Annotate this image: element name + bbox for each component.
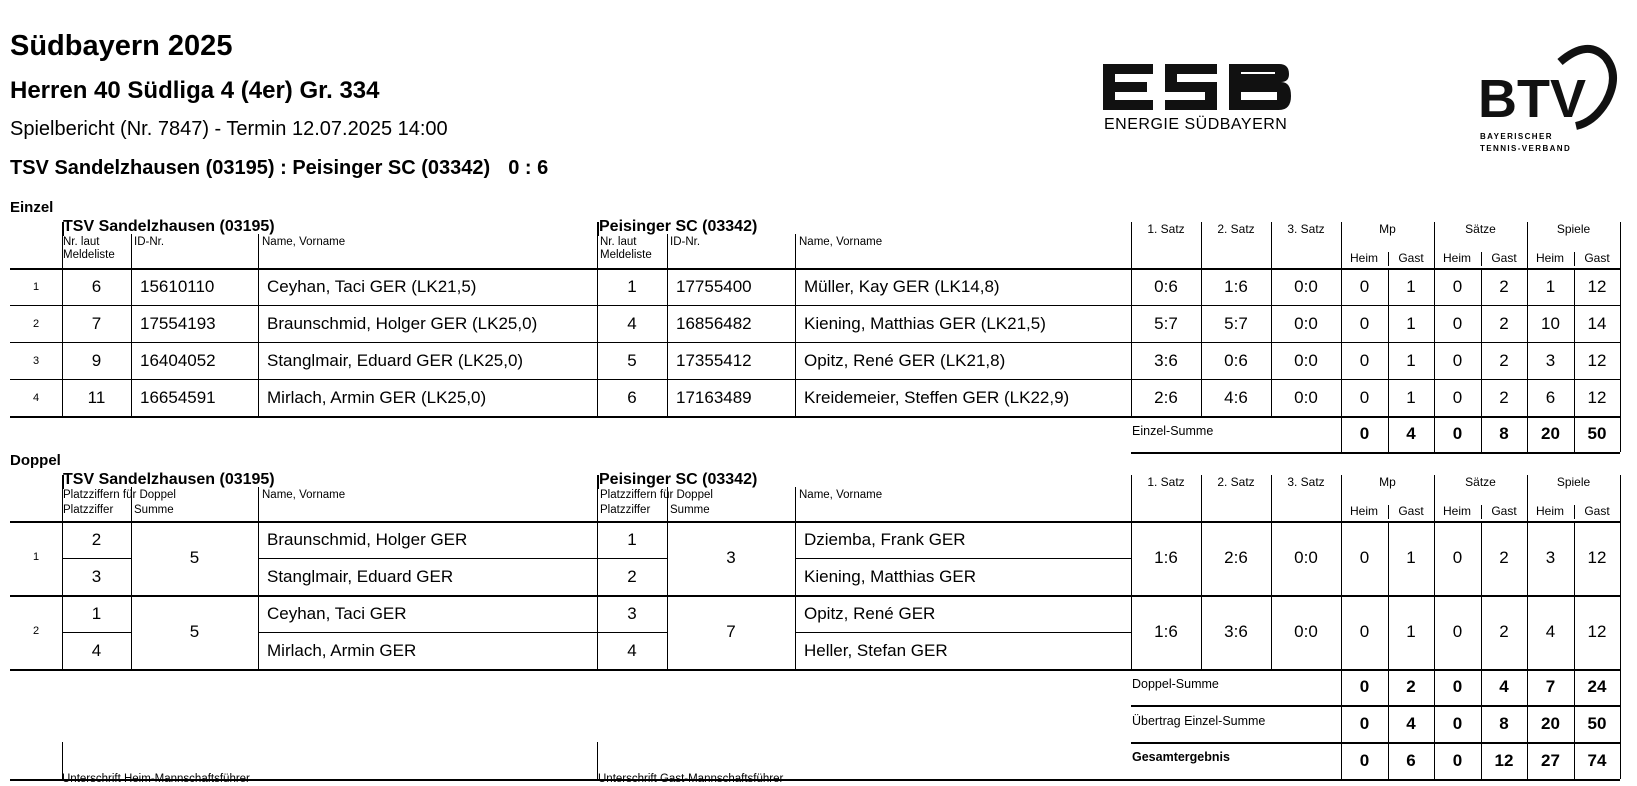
grid-line: [1527, 416, 1528, 452]
result-gg: 12: [1587, 622, 1607, 641]
grid-line: [1481, 416, 1482, 452]
grid-line: [258, 487, 259, 669]
report-info: Spielbericht (Nr. 7847) - Termin 12.07.2025 14:00: [10, 118, 448, 140]
result-s2: 5:7: [1224, 313, 1248, 333]
grid-line: [1201, 475, 1202, 669]
grid-line: [1620, 222, 1621, 416]
home-id: 17554193: [140, 313, 216, 333]
heim-label: Heim: [1535, 504, 1564, 518]
btv-subtitle-line2: TENNIS-VERBAND: [1480, 144, 1572, 153]
result-s3: 0:0: [1294, 387, 1318, 407]
einzel-guest-nr-header: [600, 236, 652, 262]
home-player-name: Mirlach, Armin GER (LK25,0): [267, 387, 487, 407]
grid-line: [1527, 475, 1528, 669]
gast-label: Gast: [1398, 251, 1424, 265]
home-player-1: Ceyhan, Taci GER: [267, 603, 407, 623]
sum-cell: 6: [1406, 750, 1416, 770]
gast-label: Gast: [1584, 504, 1610, 518]
result-sh: 0: [1452, 387, 1463, 407]
gast-label: Gast: [1491, 504, 1517, 518]
grid-line: [795, 558, 1131, 559]
guest-player-name: Kiening, Matthias GER (LK21,5): [804, 313, 1046, 333]
grid-line: [62, 742, 63, 779]
row-number: 3: [32, 355, 40, 367]
home-platz-2: 3: [91, 566, 102, 586]
result-sg: 2: [1499, 276, 1509, 296]
einzel-satz2-header: 2. Satz: [1217, 222, 1255, 236]
einzel-saetze-header: Sätze: [1465, 222, 1496, 236]
doppel-summe-label: Doppel-Summe: [1132, 677, 1219, 691]
einzel-home-nr-header: [63, 236, 115, 262]
grid-line: [597, 742, 598, 779]
result-sh: 0: [1452, 350, 1463, 370]
meldeliste: Meldeliste: [600, 249, 652, 261]
result-mph: 0: [1359, 387, 1370, 407]
result-sh: 0: [1452, 548, 1463, 567]
doppel-guest-platz-header: Platzziffern für Doppel: [600, 489, 713, 501]
guest-id: 16856482: [676, 313, 752, 333]
grid-line: [597, 222, 599, 236]
sum-cell: 20: [1541, 713, 1560, 733]
esb-logo-mark: [1103, 62, 1293, 114]
sum-cell: 4: [1406, 713, 1416, 733]
grid-line: [10, 305, 1620, 306]
grid-line: [258, 558, 667, 559]
btv-logo: [1478, 44, 1618, 139]
guest-nr: 1: [627, 276, 637, 296]
grid-line: [62, 632, 131, 633]
grid-line: [1131, 705, 1620, 707]
result-s1: 3:6: [1154, 350, 1178, 370]
guest-nr: 5: [627, 350, 637, 370]
grid-line: [1388, 669, 1389, 779]
result-mph: 0: [1359, 622, 1370, 641]
home-nr: 6: [91, 276, 102, 296]
sum-cell: 24: [1587, 677, 1607, 696]
sum-cell: 0: [1359, 713, 1370, 733]
row-number: 1: [32, 551, 40, 563]
grid-line: [1131, 779, 1620, 781]
heim-label: Heim: [1535, 251, 1564, 265]
grid-line: [1527, 669, 1528, 779]
sum-cell: 4: [1499, 677, 1509, 696]
grid-line: [597, 487, 598, 669]
grid-line: [667, 234, 668, 416]
gast-label: Gast: [1398, 504, 1424, 518]
result-gg: 12: [1587, 350, 1607, 370]
esb-logo: [1103, 62, 1293, 119]
doppel-satz2-header: 2. Satz: [1217, 475, 1255, 489]
home-player-2: Mirlach, Armin GER: [267, 640, 417, 660]
grid-line: [1271, 475, 1272, 669]
result-s2: 1:6: [1224, 276, 1248, 296]
home-player-name: Ceyhan, Taci GER (LK21,5): [267, 276, 477, 296]
result-s3: 0:0: [1294, 622, 1318, 641]
result-s3: 0:0: [1294, 548, 1318, 567]
result-mpg: 1: [1406, 387, 1416, 407]
heim-label: Heim: [1442, 251, 1471, 265]
doppel-home-platzziffer-header: Platzziffer: [63, 504, 114, 516]
result-sg: 2: [1499, 387, 1509, 407]
doppel-mp-header: Mp: [1379, 475, 1396, 489]
btv-subtitle: [1480, 131, 1571, 155]
sum-cell: 50: [1587, 424, 1607, 443]
gesamt-label: Gesamtergebnis: [1132, 750, 1230, 764]
grid-line: [258, 632, 667, 633]
guest-id: 17163489: [676, 387, 752, 407]
home-nr: 7: [91, 313, 102, 333]
result-mpg: 1: [1406, 622, 1416, 641]
grid-line: [1620, 475, 1621, 669]
result-s2: 3:6: [1224, 622, 1248, 641]
grid-line: [795, 487, 796, 669]
grid-line: [62, 475, 64, 489]
result-sh: 0: [1452, 276, 1463, 296]
guest-id: 17755400: [676, 276, 752, 296]
grid-line: [10, 268, 1620, 270]
home-player-name: Stanglmair, Eduard GER (LK25,0): [267, 350, 524, 370]
grid-line: [1574, 669, 1575, 779]
result-s1: 0:6: [1154, 276, 1178, 296]
sum-cell: 0: [1359, 750, 1370, 770]
gast-label: Gast: [1584, 251, 1610, 265]
grid-line: [1131, 742, 1620, 744]
result-gh: 3: [1545, 548, 1556, 567]
guest-platz-1: 1: [627, 529, 637, 549]
result-mpg: 1: [1406, 276, 1416, 296]
doppel-home-platz-header: Platzziffern für Doppel: [63, 489, 176, 501]
grid-line: [1341, 416, 1342, 452]
result-s2: 4:6: [1224, 387, 1248, 407]
sum-cell: 0: [1359, 424, 1370, 443]
grid-line: [1434, 669, 1435, 779]
doppel-satz3-header: 3. Satz: [1287, 475, 1325, 489]
result-mpg: 1: [1406, 313, 1416, 333]
row-number: 4: [32, 392, 40, 404]
grid-line: [1341, 669, 1342, 779]
result-gg: 12: [1587, 387, 1607, 407]
grid-line: [62, 487, 63, 669]
home-nr: 9: [91, 350, 102, 370]
guest-nr: 6: [627, 387, 637, 407]
home-platz-sum: 5: [189, 548, 200, 567]
grid-line: [10, 521, 1620, 523]
result-mph: 0: [1359, 548, 1370, 567]
grid-line: [1481, 252, 1482, 266]
guest-platz-2: 2: [627, 566, 637, 586]
home-nr: 11: [87, 387, 106, 407]
result-s2: 0:6: [1224, 350, 1248, 370]
guest-player-2: Kiening, Matthias GER: [804, 566, 976, 586]
grid-line: [1131, 475, 1132, 669]
doppel-saetze-header: Sätze: [1465, 475, 1496, 489]
grid-line: [1388, 505, 1389, 519]
grid-line: [10, 595, 1620, 597]
sum-cell: 74: [1587, 750, 1607, 770]
einzel-guest-team: Peisinger SC (03342): [599, 218, 758, 235]
result-gh: 4: [1545, 622, 1556, 641]
guest-id: 17355412: [676, 350, 752, 370]
einzel-spiele-header: Spiele: [1556, 222, 1591, 236]
grid-line: [62, 558, 131, 559]
result-s1: 1:6: [1154, 548, 1178, 567]
result-mph: 0: [1359, 276, 1370, 296]
einzel-guest-id-header: ID-Nr.: [670, 236, 701, 248]
uebertrag-label: Übertrag Einzel-Summe: [1132, 714, 1266, 728]
signature-guest-label: Unterschrift Gast-Mannschaftsführer: [598, 773, 784, 785]
grid-line: [597, 475, 599, 489]
grid-line: [1434, 222, 1435, 416]
result-mpg: 1: [1406, 548, 1416, 567]
sum-cell: 8: [1499, 713, 1509, 733]
result-sh: 0: [1452, 622, 1463, 641]
home-platz-sum: 5: [189, 622, 200, 641]
grid-line: [1131, 222, 1132, 416]
einzel-satz1-header: 1. Satz: [1147, 222, 1185, 236]
guest-player-name: Kreidemeier, Steffen GER (LK22,9): [804, 387, 1070, 407]
einzel-mp-header: Mp: [1379, 222, 1396, 236]
result-mpg: 1: [1406, 350, 1416, 370]
home-player-name: Braunschmid, Holger GER (LK25,0): [267, 313, 538, 333]
result-gg: 12: [1587, 276, 1607, 296]
einzel-home-name-header: Name, Vorname: [262, 236, 346, 248]
result-gg: 12: [1587, 548, 1607, 567]
einzel-satz3-header: 3. Satz: [1287, 222, 1325, 236]
grid-line: [1388, 416, 1389, 452]
result-s3: 0:0: [1294, 350, 1318, 370]
home-platz-2: 4: [91, 640, 102, 660]
result-mph: 0: [1359, 313, 1370, 333]
guest-player-1: Opitz, René GER: [804, 603, 936, 623]
doppel-guest-summe-header: Summe: [670, 504, 710, 516]
einzel-guest-name-header: Name, Vorname: [799, 236, 883, 248]
grid-line: [62, 222, 64, 236]
grid-line: [1620, 416, 1621, 452]
league-title: Herren 40 Südliga 4 (4er) Gr. 334: [10, 77, 380, 104]
grid-line: [10, 342, 1620, 343]
guest-nr: 4: [627, 313, 637, 333]
heim-label: Heim: [1349, 251, 1378, 265]
home-id: 16654591: [140, 387, 216, 407]
doppel-spiele-header: Spiele: [1556, 475, 1591, 489]
gast-label: Gast: [1491, 251, 1517, 265]
result-s3: 0:0: [1294, 276, 1318, 296]
doppel-heading: Doppel: [10, 452, 61, 469]
grid-line: [1341, 222, 1342, 416]
grid-line: [1434, 475, 1435, 669]
grid-line: [258, 234, 259, 416]
sum-cell: 20: [1541, 424, 1560, 443]
home-id: 15610110: [140, 276, 215, 296]
meldeliste: Meldeliste: [63, 249, 115, 261]
sum-cell: 27: [1541, 750, 1560, 770]
result-sg: 2: [1499, 622, 1509, 641]
einzel-home-id-header: ID-Nr.: [134, 236, 165, 248]
grid-line: [10, 779, 1131, 781]
home-id: 16404052: [140, 350, 216, 370]
match-teams: TSV Sandelzhausen (03195) : Peisinger SC (03342): [10, 157, 491, 179]
grid-line: [597, 234, 598, 416]
grid-line: [1271, 222, 1272, 416]
result-s1: 2:6: [1154, 387, 1178, 407]
grid-line: [1574, 416, 1575, 452]
grid-line: [1131, 452, 1620, 454]
page-title: Südbayern 2025: [10, 30, 233, 62]
result-sg: 2: [1499, 350, 1509, 370]
home-platz-1: 2: [91, 529, 102, 549]
doppel-guest-platzziffer-header: Platzziffer: [600, 504, 651, 516]
btv-subtitle-line1: BAYERISCHER: [1480, 132, 1553, 141]
sum-cell: 0: [1452, 713, 1463, 733]
grid-line: [131, 487, 132, 669]
sum-cell: 0: [1452, 677, 1463, 696]
guest-platz-2: 4: [627, 640, 637, 660]
grid-line: [1574, 505, 1575, 519]
grid-line: [10, 379, 1620, 380]
sum-cell: 2: [1406, 677, 1416, 696]
signature-home-label: Unterschrift Heim-Mannschaftsführer: [62, 773, 250, 785]
einzel-heading: Einzel: [10, 199, 54, 216]
grid-line: [1434, 416, 1435, 452]
sum-cell: 0: [1452, 750, 1463, 770]
grid-line: [1341, 475, 1342, 669]
grid-line: [1388, 252, 1389, 266]
doppel-guest-team: Peisinger SC (03342): [599, 471, 758, 488]
result-sg: 2: [1499, 313, 1509, 333]
result-s2: 2:6: [1224, 548, 1248, 567]
result-s3: 0:0: [1294, 313, 1318, 333]
doppel-home-summe-header: Summe: [134, 504, 174, 516]
result-s1: 5:7: [1154, 313, 1178, 333]
row-number: 2: [32, 318, 40, 330]
grid-line: [795, 632, 1131, 633]
grid-line: [10, 669, 1620, 671]
sum-cell: 7: [1545, 677, 1556, 696]
result-gh: 6: [1545, 387, 1556, 407]
esb-subtitle: ENERGIE SÜDBAYERN: [1104, 116, 1288, 133]
guest-platz-sum: 3: [726, 548, 736, 567]
einzel-summe-label: Einzel-Summe: [1132, 424, 1214, 438]
result-gh: 10: [1541, 313, 1560, 333]
guest-platz-sum: 7: [726, 622, 736, 641]
match-score: 0 : 6: [508, 157, 549, 179]
einzel-home-team: TSV Sandelzhausen (03195): [63, 218, 275, 235]
guest-player-1: Dziemba, Frank GER: [804, 529, 966, 549]
btv-logo-mark: [1478, 44, 1618, 134]
grid-line: [667, 487, 668, 669]
sum-cell: 4: [1406, 424, 1416, 443]
grid-line: [1201, 222, 1202, 416]
guest-player-name: Opitz, René GER (LK21,8): [804, 350, 1006, 370]
sum-cell: 8: [1499, 424, 1509, 443]
grid-line: [131, 234, 132, 416]
heim-label: Heim: [1442, 504, 1471, 518]
btv-logo-text: BTV: [1478, 69, 1586, 129]
guest-player-name: Müller, Kay GER (LK14,8): [804, 276, 1000, 296]
doppel-guest-name-header: Name, Vorname: [799, 489, 883, 501]
row-number: 2: [32, 625, 40, 637]
doppel-home-name-header: Name, Vorname: [262, 489, 346, 501]
heim-label: Heim: [1349, 504, 1378, 518]
match-title: [10, 157, 548, 180]
grid-line: [1481, 669, 1482, 779]
result-mph: 0: [1359, 350, 1370, 370]
guest-platz-1: 3: [627, 603, 637, 623]
sum-cell: 50: [1587, 713, 1607, 733]
home-platz-1: 1: [91, 603, 102, 623]
grid-line: [1481, 505, 1482, 519]
result-sh: 0: [1452, 313, 1463, 333]
result-gh: 3: [1545, 350, 1556, 370]
result-sg: 2: [1499, 548, 1509, 567]
grid-line: [10, 416, 1620, 418]
result-s1: 1:6: [1154, 622, 1178, 641]
sum-cell: 0: [1359, 677, 1370, 696]
nr-laut: Nr. laut: [63, 236, 100, 248]
grid-line: [1527, 222, 1528, 416]
sum-cell: 0: [1452, 424, 1463, 443]
guest-player-2: Heller, Stefan GER: [804, 640, 948, 660]
result-gh: 1: [1545, 276, 1556, 296]
home-player-1: Braunschmid, Holger GER: [267, 529, 468, 549]
sum-cell: 12: [1494, 750, 1514, 770]
result-gg: 14: [1587, 313, 1607, 333]
grid-line: [795, 234, 796, 416]
grid-line: [1574, 252, 1575, 266]
grid-line: [1620, 669, 1621, 779]
home-player-2: Stanglmair, Eduard GER: [267, 566, 454, 586]
doppel-home-team: TSV Sandelzhausen (03195): [63, 471, 275, 488]
row-number: 1: [32, 281, 40, 293]
nr-laut: Nr. laut: [600, 236, 637, 248]
doppel-satz1-header: 1. Satz: [1147, 475, 1185, 489]
grid-line: [62, 234, 63, 416]
